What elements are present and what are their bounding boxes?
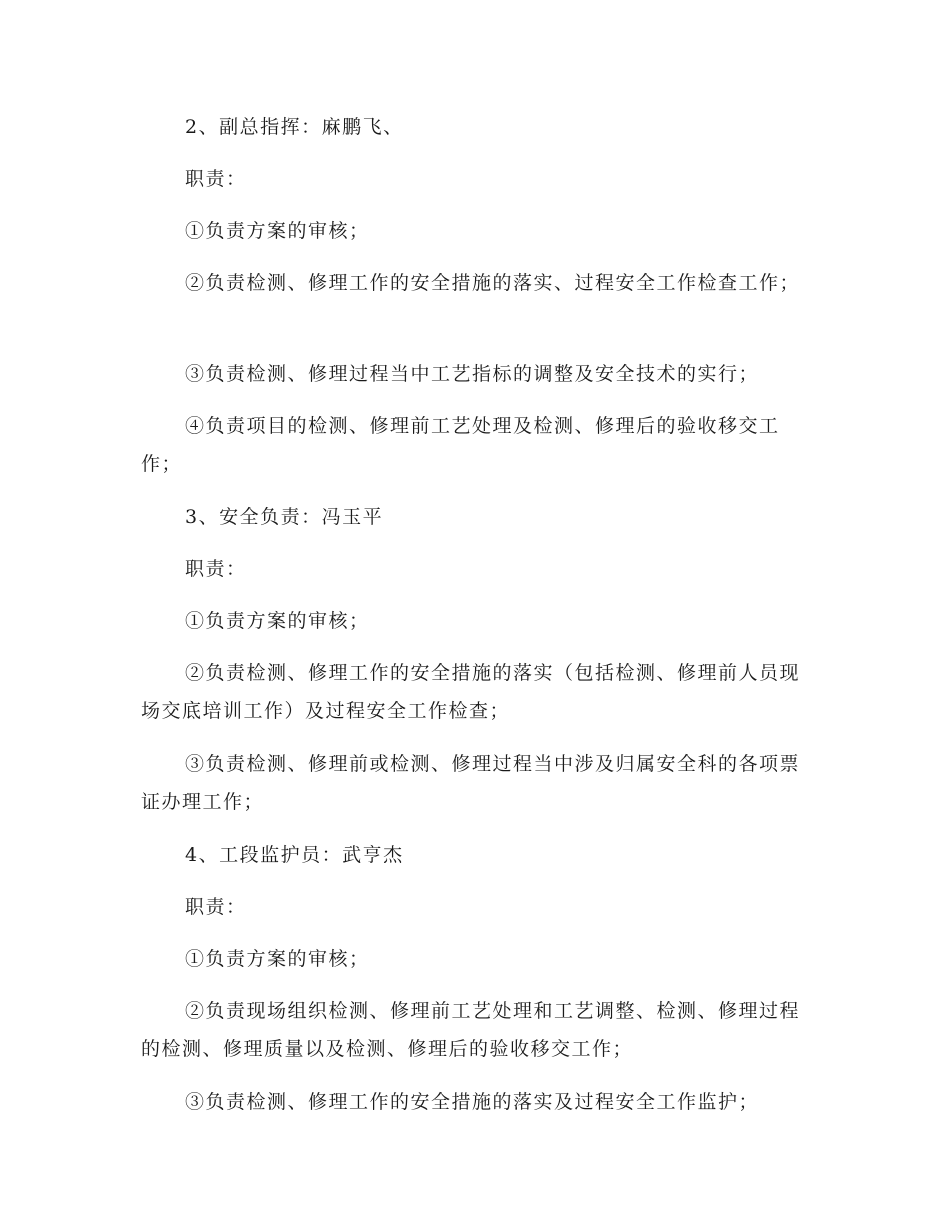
duty-item: ③负责检测、修理过程当中工艺指标的调整及安全技术的实行； [185, 363, 760, 385]
duty-item: ③负责检测、修理工作的安全措施的落实及过程安全工作监护； [185, 1091, 760, 1113]
duty-item: ④负责项目的检测、修理前工艺处理及检测、修理后的验收移交工作； [141, 415, 780, 475]
duties-label: 职责： [185, 168, 247, 190]
duty-item: ③负责检测、修理前或检测、修理过程当中涉及归属安全科的各项票证办理工作； [141, 753, 801, 813]
section-heading-safety-lead: 3、安全负责：冯玉平 [185, 506, 384, 528]
duty-item: ②负责检测、修理工作的安全措施的落实、过程安全工作检查工作； [185, 272, 801, 294]
section-heading-deputy-commander: 2、副总指挥：麻鹏飞、 [185, 116, 404, 138]
duty-item: ①负责方案的审核； [185, 948, 370, 970]
section-heading-section-supervisor: 4、工段监护员：武亨杰 [185, 844, 404, 866]
duty-item: ②负责现场组织检测、修理前工艺处理和工艺调整、检测、修理过程的检测、修理质量以及检测、修理后的验收移交工作； [141, 1000, 801, 1060]
duties-label: 职责： [185, 558, 247, 580]
duty-item: ①负责方案的审核； [185, 220, 370, 242]
duty-item: ②负责检测、修理工作的安全措施的落实（包括检测、修理前人员现场交底培训工作）及过程安全工作检查； [141, 662, 801, 722]
duties-label: 职责： [185, 896, 247, 918]
duty-item: ①负责方案的审核； [185, 610, 370, 632]
